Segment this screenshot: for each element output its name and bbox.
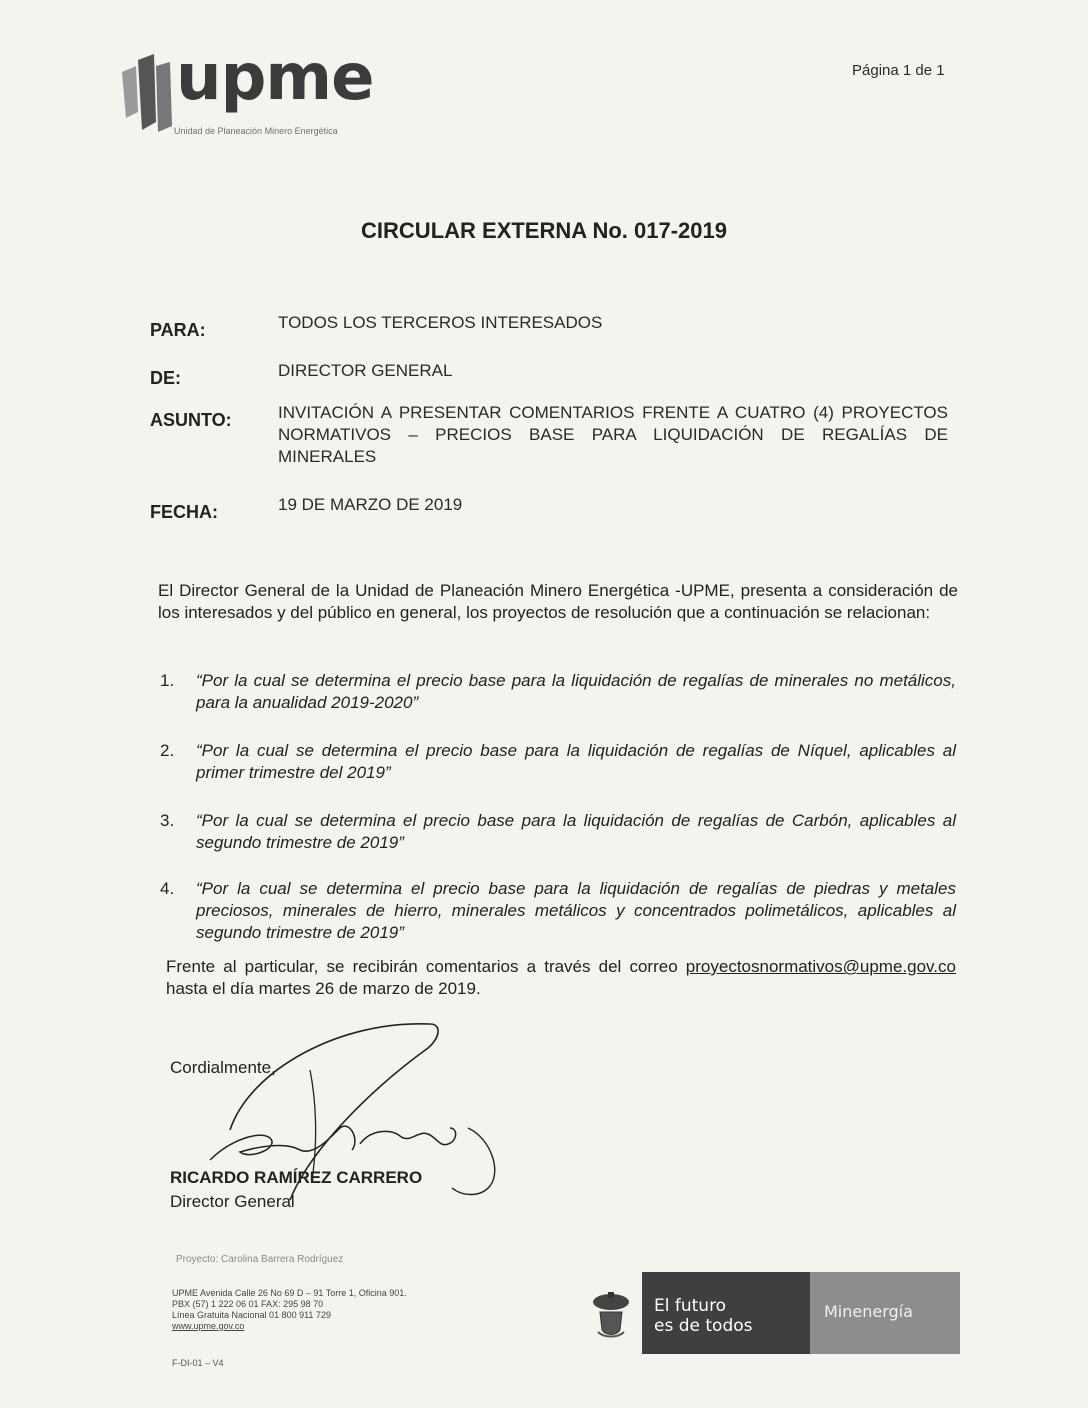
website-link[interactable]: www.upme.gov.co xyxy=(172,1321,245,1331)
slogan-line: El futuro xyxy=(654,1296,727,1316)
document-title: CIRCULAR EXTERNA No. 017-2019 xyxy=(361,218,727,243)
signer-name: RICARDO RAMÍREZ CARRERO xyxy=(170,1168,423,1187)
asunto-value: INVITACIÓN A PRESENTAR COMENTARIOS FRENTE A CUATRO (4) PROYECTOS NORMATIVOS – PRECIOS BASE PARA LIQUIDACIÓN DE REGALÍAS DE MINERALES xyxy=(278,403,948,466)
upme-logo-mark-icon xyxy=(118,52,178,138)
upme-logo xyxy=(118,41,378,142)
colombia-coat-of-arms-icon xyxy=(580,1272,642,1354)
closing-text-before: Frente al particular, se recibirán comentarios a través del correo xyxy=(166,957,678,976)
asunto-label: ASUNTO: xyxy=(150,410,232,430)
list-item-number: 3. xyxy=(160,811,175,830)
list-item-number: 1. xyxy=(160,671,175,690)
address-line: Línea Gratuita Nacional 01 800 911 729 xyxy=(172,1310,331,1320)
salutation: Cordialmente, xyxy=(170,1058,276,1077)
slogan-line: es de todos xyxy=(654,1316,753,1336)
form-code: F-DI-01 – V4 xyxy=(172,1358,224,1368)
de-value: DIRECTOR GENERAL xyxy=(278,361,453,380)
email-link[interactable]: proyectosnormativos@upme.gov.co xyxy=(685,957,956,976)
address-block xyxy=(172,1288,407,1332)
address-line: UPME Avenida Calle 26 No 69 D – 91 Torre 1, Oficina 901. xyxy=(172,1288,407,1298)
list-item-text: “Por la cual se determina el precio base para la liquidación de regalías de Níquel, aplicables al primer trimestre del 2019” xyxy=(196,741,956,782)
logo-wordmark: upme xyxy=(176,41,374,115)
ministry-name: Minenergía xyxy=(824,1302,913,1321)
banner-slogan xyxy=(654,1296,753,1336)
list-item-text: “Por la cual se determina el precio base para la liquidación de regalías de Carbón, aplicables al segundo trimestre de 2019” xyxy=(196,811,956,852)
intro-paragraph: El Director General de la Unidad de Planeación Minero Energética -UPME, presenta a consideración de los interesados y del público en general, los proyectos de resolución que a continuación se relacionan: xyxy=(158,581,958,622)
list-item-number: 4. xyxy=(160,879,175,898)
list-item-number: 2. xyxy=(160,741,175,760)
signer-role: Director General xyxy=(170,1192,295,1211)
logo-tagline: Unidad de Planeación Minero Energética xyxy=(174,126,338,136)
closing-text-after: hasta el día martes 26 de marzo de 2019. xyxy=(166,979,481,998)
address-line: PBX (57) 1 222 06 01 FAX: 295 98 70 xyxy=(172,1299,324,1309)
projected-by: Proyecto: Carolina Barrera Rodríguez xyxy=(176,1254,344,1265)
closing-paragraph xyxy=(166,956,956,1000)
list-item-text: “Por la cual se determina el precio base para la liquidación de regalías de piedras y metales preciosos, minerales de hierro, minerales metálicos y concentrados polimetálicos, aplicables al segundo trimestre de 2019” xyxy=(196,879,956,942)
list-item-text: “Por la cual se determina el precio base para la liquidación de regalías de minerales no metálicos, para la anualidad 2019-2020” xyxy=(196,671,956,712)
government-banner xyxy=(580,1272,960,1354)
de-label: DE: xyxy=(150,368,181,388)
fecha-value: 19 DE MARZO DE 2019 xyxy=(278,495,463,514)
para-label: PARA: xyxy=(150,320,206,340)
para-value: TODOS LOS TERCEROS INTERESADOS xyxy=(278,313,603,332)
page-number: Página 1 de 1 xyxy=(852,62,945,79)
fecha-label: FECHA: xyxy=(150,502,218,522)
